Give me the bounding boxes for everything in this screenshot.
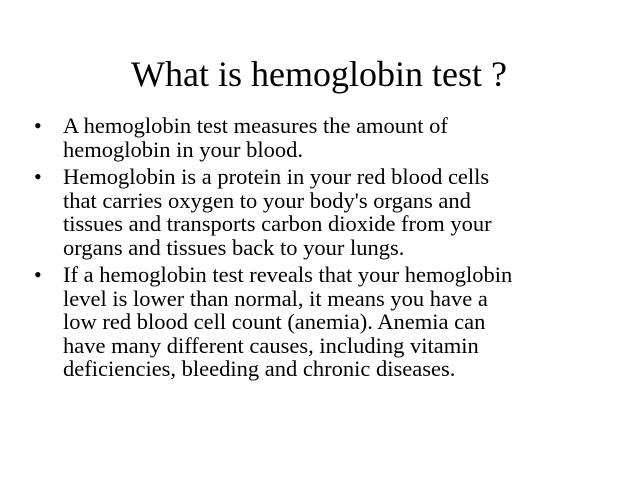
slide-title: What is hemoglobin test ? <box>131 54 507 94</box>
bullet-dot-icon: • <box>34 164 42 189</box>
bullet-text-line: have many different causes, including vitamin <box>63 332 479 358</box>
bullet-item <box>34 263 606 381</box>
bullet-text-line: If a hemoglobin test reveals that your hemoglobin <box>63 262 513 287</box>
bullet-dot-icon: • <box>34 262 42 287</box>
bullet-text-line: deficiencies, bleeding and chronic diseases. <box>63 356 456 381</box>
bullet-text-line: tissues and transports carbon dioxide from your <box>63 211 492 236</box>
bullet-list <box>34 114 606 385</box>
bullet-text-line: hemoglobin in your blood. <box>63 136 303 162</box>
bullet-text-line: A hemoglobin test measures the amount of <box>63 113 448 138</box>
bullet-item <box>34 114 606 161</box>
bullet-text-line: Hemoglobin is a protein in your red blood cells <box>63 164 490 189</box>
bullet-item <box>34 165 606 259</box>
bullet-dot-icon: • <box>34 113 42 138</box>
bullet-text-line: level is lower than normal, it means you have a <box>63 285 488 311</box>
bullet-text-line: that carries oxygen to your body's organs and <box>63 187 471 213</box>
bullet-text-line: low red blood cell count (anemia). Anemia can <box>63 309 486 334</box>
bullet-text-line: organs and tissues back to your lungs. <box>63 234 405 260</box>
